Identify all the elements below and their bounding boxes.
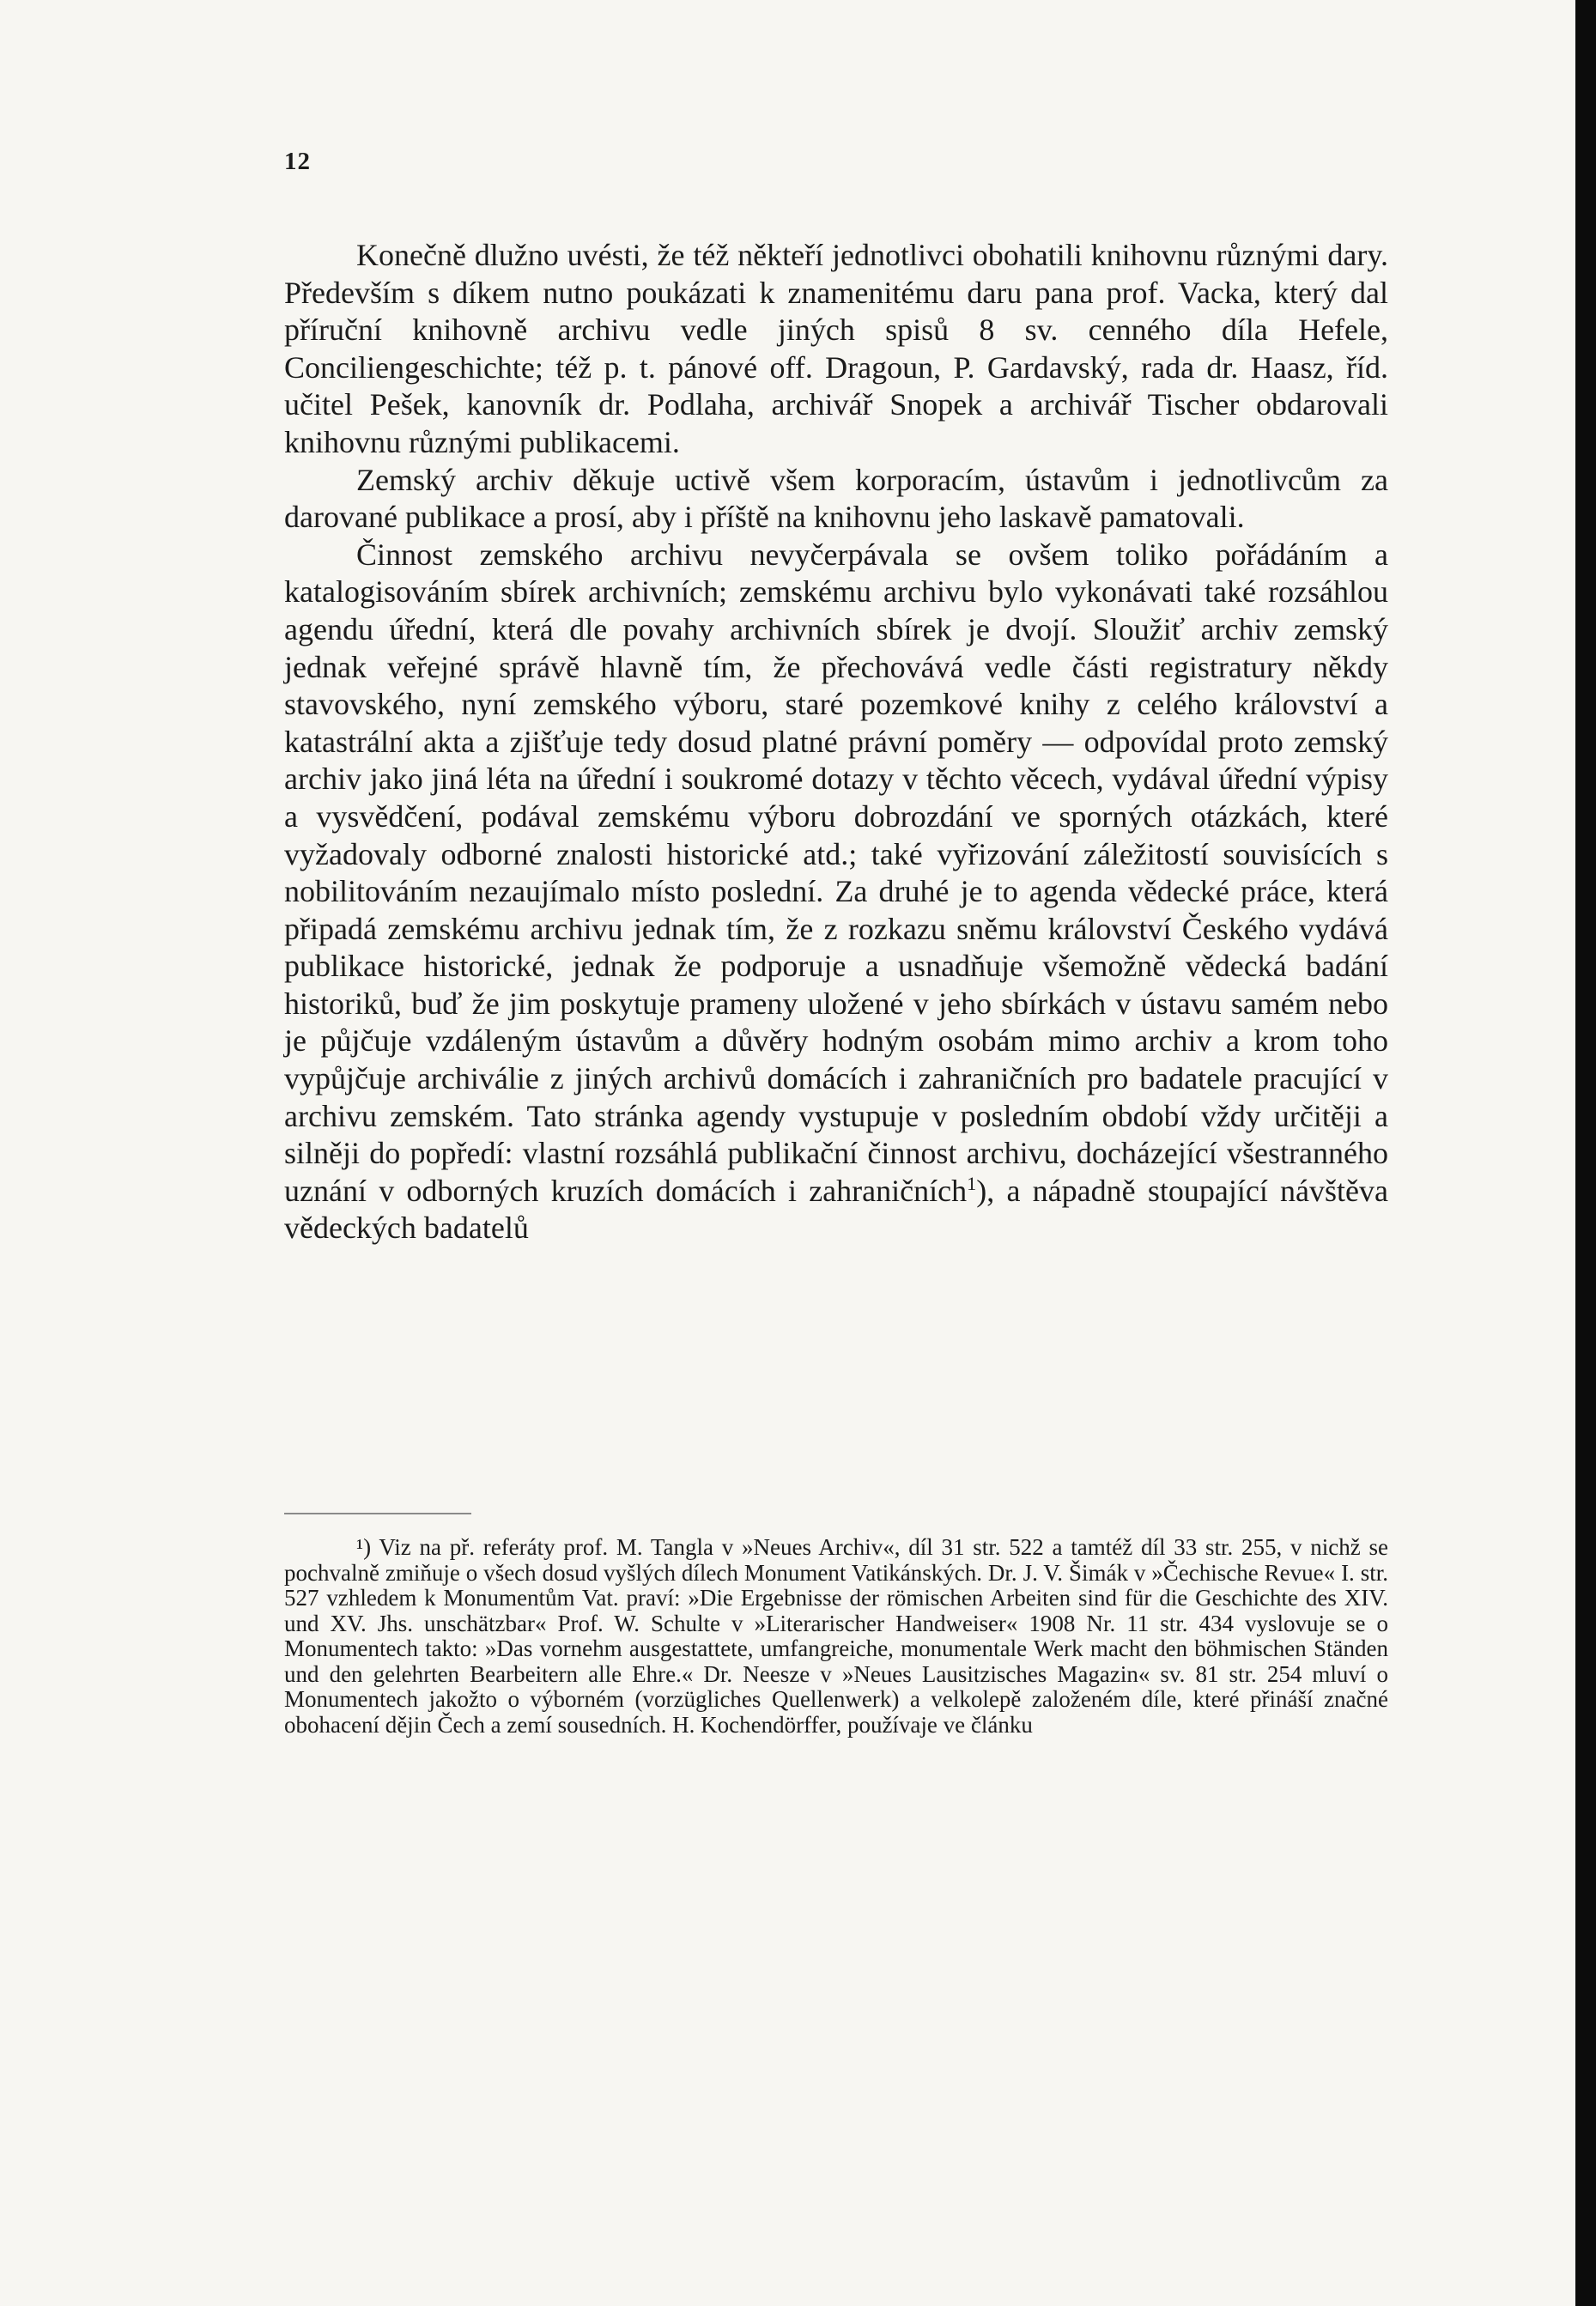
footnote-text: Viz na př. referáty prof. M. Tangla v »Neues Archiv«, díl 31 str. 522 a tamtéž díl 33 str. 255, v nichž se pochvalně zmiňuje o všech dosud vyšlých dílech Monument Vatikánských. Dr. J. V. Šimák v »Čechische Revue« I. str. 527 vzhledem k Monumentům Vat. praví: »Die Ergebnisse der römischen Arbeiten sind für die Geschichte des XIV. und XV. Jhs. unschätzbar« Prof. W. Schulte v »Literarischer Handweiser« 1908 Nr. 11 str. 434 vyslovuje se o Monumentech takto: »Das vornehm ausgestattete, umfangreiche, monumentale Werk macht den böhmischen Ständen und den gelehrten Bearbeitern alle Ehre.« Dr. Neesze v »Neues Lausitzisches Magazin« sv. 81 str. 254 mluví o Monumentech jakožto o výborném (vorzügliches Quellenwerk) a velkolepě založeném díle, které přináší značné obohacení dějin Čech a zemí sousedních. H. Kochendörffer, používaje ve článku [284,1534,1388,1738]
footnote-divider [284,1513,471,1514]
footnote-marker: ¹) [356,1534,379,1560]
footnote-reference: 1 [967,1172,977,1194]
paragraph-archive-activity [284,537,1388,1247]
paragraph-thanks: Zemský archiv děkuje uctivě všem korporacím, ústavům i jednotlivcům za darované publikace a prosí, aby i příště na knihovnu jeho laskavě pamatovali. [284,462,1388,535]
paragraph-archive-activity-text: Činnost zemského archivu nevyčerpávala se ovšem toliko pořádáním a katalogisováním sbírek archivních; zemskému archivu bylo vykonávati také rozsáhlou agendu úřední, která dle povahy archivních sbírek je dvojí. Sloužiť archiv zemský jednak veřejné správě hlavně tím, že přechovává vedle části registratury někdy stavovského, nyní zemského výboru, staré pozemkové knihy z celého království a katastrální akta a zjišťuje tedy dosud platné právní poměry — odpovídal proto zemský archiv jako jiná léta na úřední i soukromé dotazy v těchto věcech, vydával úřední výpisy a vysvědčení, podával zemskému výboru dobrozdání ve sporných otázkách, které vyžadovaly odborné znalosti historické atd.; také vyřizování záležitostí souvisících s nobilitováním nezaujímalo místo poslední. Za druhé je to agenda vědecké práce, která připadá zemskému archivu jednak tím, že z rozkazu sněmu království Českého vydává publikace historické, jednak že podporuje a usnadňuje všemožně vědecká badání historiků, buď že jim poskytuje prameny uložené v jeho sbírkách v ústavu samém nebo je půjčuje vzdáleným ústavům a důvěry hodným osobám mimo archiv a krom toho vypůjčuje archiválie z jiných archivů domácích i zahraničních pro badatele pracující v archivu zemském. Tato stránka agendy vystupuje v posledním období vždy určitěji a silněji do popředí: vlastní rozsáhlá publikační činnost archivu, docházející všestranného uznání v odborných kruzích domácích i zahraničních [284,537,1388,1208]
page-number: 12 [284,148,311,175]
paragraph-archive-activity-tail: ), a nápadně stoupající návštěva vědeckých badatelů [284,1173,1388,1246]
footnotes [284,1535,1388,1738]
paragraph-library-gifts: Konečně dlužno uvésti, že též někteří jednotlivci obohatili knihovnu různými dary. Především s díkem nutno poukázati k znamenitému daru pana prof. Vacka, který dal příruční knihovně archivu vedle jiných spisů 8 sv. cenného díla Hefele, Conciliengeschichte; též p. t. pánové off. Dragoun, P. Gardavský, rada dr. Haasz, říd. učitel Pešek, kanovník dr. Podlaha, archivář Snopek a archivář Tischer obdarovali knihovnu různými publikacemi. [284,238,1388,459]
footnote-1 [284,1535,1388,1738]
main-text [284,237,1388,1247]
scan-border [1575,0,1596,2306]
